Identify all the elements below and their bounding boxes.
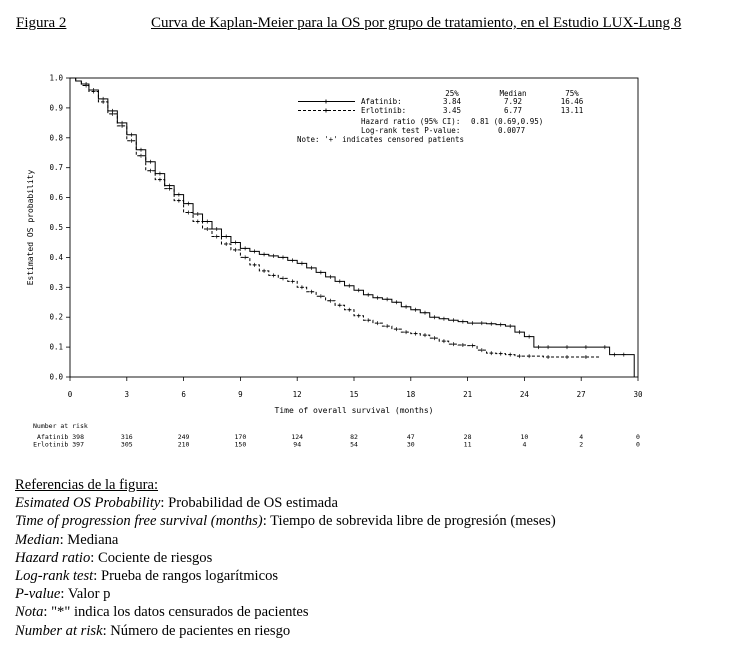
censor-mark-afatinib	[442, 317, 446, 321]
censor-note: Note: '+' indicates censored patients	[297, 135, 465, 144]
censor-mark-afatinib	[584, 345, 588, 349]
x-tick-label: 3	[124, 390, 130, 399]
censor-mark-afatinib	[234, 240, 238, 244]
censor-mark-erlotinib	[328, 299, 332, 303]
x-tick-label: 21	[463, 390, 473, 399]
censor-mark-afatinib	[451, 318, 455, 322]
reference-definition: : Tiempo de sobrevida libre de progresión (meses)	[262, 513, 556, 530]
censor-mark-erlotinib	[347, 308, 351, 312]
censor-mark-afatinib	[527, 335, 531, 339]
x-axis-label: Time of overall survival (months)	[274, 406, 434, 415]
series-line-afatinib	[70, 78, 634, 377]
risk-row-label: Erlotinib 397	[33, 440, 84, 449]
censor-mark-erlotinib	[470, 344, 474, 348]
censor-mark-erlotinib	[111, 112, 115, 116]
censor-mark-erlotinib	[489, 351, 493, 355]
risk-count: 30	[406, 440, 415, 449]
risk-count: 316	[120, 433, 133, 441]
censor-mark-afatinib	[186, 202, 190, 206]
x-tick-label: 24	[519, 390, 529, 399]
censor-mark-erlotinib	[518, 354, 522, 358]
y-tick-label: 0.4	[49, 252, 63, 262]
censor-mark-erlotinib	[167, 187, 171, 191]
censor-mark-afatinib	[262, 252, 266, 256]
y-tick-label: 0.2	[49, 312, 63, 322]
censor-mark-afatinib	[357, 288, 361, 292]
censor-mark-afatinib	[158, 172, 162, 176]
censor-mark-afatinib	[385, 297, 389, 301]
hazard-ratio-label: Hazard ratio (95% CI):	[361, 117, 461, 126]
risk-count: 170	[234, 433, 247, 441]
censor-mark-erlotinib	[120, 124, 124, 128]
censor-mark-afatinib	[328, 275, 332, 279]
legend-q25: 3.84	[442, 97, 462, 106]
risk-count: 54	[350, 440, 358, 449]
references-heading: Referencias de la figura:	[15, 477, 159, 493]
censor-mark-afatinib	[480, 321, 484, 325]
risk-count: 11	[463, 440, 472, 449]
censor-mark-erlotinib	[395, 327, 399, 331]
censor-mark-afatinib	[224, 234, 228, 238]
reference-definition: : Mediana	[59, 531, 119, 548]
risk-count: 305	[120, 440, 133, 449]
y-tick-label: 0.3	[49, 282, 63, 292]
censor-mark-afatinib	[205, 220, 209, 224]
censor-mark-erlotinib	[499, 352, 503, 356]
reference-item	[15, 585, 556, 603]
censor-mark-erlotinib	[376, 321, 380, 325]
x-tick-label: 18	[406, 390, 416, 399]
reference-term: Nota	[15, 604, 44, 621]
censor-mark-afatinib	[253, 249, 257, 253]
reference-item	[15, 531, 556, 549]
censor-mark-erlotinib	[196, 220, 200, 224]
legend-label: Erlotinib:	[361, 106, 407, 115]
y-tick-label: 0.7	[49, 163, 63, 173]
censor-mark-afatinib	[130, 133, 134, 137]
reference-item	[15, 549, 556, 567]
figure-label: Figura 2	[16, 15, 67, 31]
censor-mark-afatinib	[622, 353, 626, 357]
y-tick-label: 0.5	[49, 223, 63, 232]
censor-mark-afatinib	[319, 270, 323, 274]
censor-mark-afatinib	[518, 330, 522, 334]
censor-mark-erlotinib	[527, 354, 531, 358]
reference-definition: : Probabilidad de OS estimada	[160, 495, 338, 512]
censor-mark-afatinib	[272, 254, 276, 258]
risk-row-label: Afatinib 398	[37, 433, 84, 441]
figure-references	[15, 476, 556, 640]
x-tick-label: 27	[576, 390, 586, 399]
censor-mark-afatinib	[423, 311, 427, 315]
censor-mark-erlotinib	[215, 234, 219, 238]
censor-mark-afatinib	[432, 315, 436, 319]
figure-title: Curva de Kaplan-Meier para la OS por grupo de tratamiento, en el Estudio LUX-Lung 8	[151, 15, 682, 31]
series-group	[70, 78, 634, 377]
censor-mark-erlotinib	[385, 324, 389, 328]
legend-median: 6.77	[503, 106, 523, 115]
x-tick-label: 15	[349, 390, 359, 399]
legend-label: Afatinib:	[361, 97, 402, 106]
censor-mark-erlotinib	[584, 355, 588, 359]
legend-median: 7.92	[503, 97, 523, 106]
legend-censor-mark	[324, 109, 328, 113]
censor-mark-afatinib	[338, 279, 342, 283]
censor-mark-afatinib	[139, 148, 143, 152]
censor-mark-erlotinib	[262, 269, 266, 273]
censor-mark-erlotinib	[480, 348, 484, 352]
censor-mark-afatinib	[395, 300, 399, 304]
censor-mark-afatinib	[309, 266, 313, 270]
risk-count: 28	[463, 433, 472, 441]
logrank-label: Log-rank test P-value:	[361, 126, 461, 135]
censor-mark-erlotinib	[442, 339, 446, 343]
censor-mark-erlotinib	[234, 248, 238, 252]
censor-mark-afatinib	[215, 227, 219, 231]
logrank-value: 0.0077	[498, 126, 526, 135]
censor-mark-erlotinib	[139, 154, 143, 158]
censor-mark-afatinib	[196, 212, 200, 216]
reference-definition: : Valor p	[60, 586, 111, 603]
censor-mark-erlotinib	[546, 355, 550, 359]
censor-mark-afatinib	[300, 261, 304, 265]
censor-mark-afatinib	[281, 255, 285, 259]
reference-term: Number at risk	[15, 622, 103, 639]
censor-mark-afatinib	[508, 324, 512, 328]
reference-item	[15, 567, 556, 585]
legend-q75: 13.11	[560, 106, 584, 115]
censor-mark-afatinib	[612, 353, 616, 357]
reference-term: P-value	[15, 586, 61, 603]
censor-mark-afatinib	[537, 345, 541, 349]
censor-mark-afatinib	[177, 193, 181, 197]
censor-mark-erlotinib	[508, 353, 512, 357]
risk-count: 4	[579, 433, 584, 441]
censor-mark-afatinib	[603, 345, 607, 349]
reference-term: Hazard ratio	[15, 549, 91, 566]
risk-table-title: Number at risk	[33, 422, 88, 430]
references-list	[15, 494, 556, 640]
risk-count: 150	[234, 440, 247, 449]
censor-mark-erlotinib	[309, 290, 313, 294]
x-tick-label: 30	[633, 390, 643, 399]
censor-mark-afatinib	[290, 258, 294, 262]
censor-mark-erlotinib	[224, 242, 228, 246]
censor-mark-afatinib	[499, 323, 503, 327]
censor-mark-erlotinib	[177, 199, 181, 203]
censor-mark-erlotinib	[451, 342, 455, 346]
censor-mark-afatinib	[243, 246, 247, 250]
censor-mark-erlotinib	[366, 318, 370, 322]
risk-count: 82	[350, 433, 358, 441]
reference-term: Median	[15, 531, 60, 548]
reference-definition: : "*" indica los datos censurados de pacientes	[43, 604, 309, 621]
y-tick-label: 0.6	[49, 193, 63, 203]
censor-mark-erlotinib	[205, 227, 209, 231]
censor-mark-erlotinib	[253, 263, 257, 267]
legend-q75: 16.46	[560, 97, 584, 106]
risk-count: 2	[579, 440, 584, 449]
censor-mark-erlotinib	[338, 303, 342, 307]
censor-mark-afatinib	[404, 305, 408, 309]
legend-q25: 3.45	[442, 106, 462, 115]
censor-mark-afatinib	[546, 345, 550, 349]
legend-header-1: 25%	[445, 89, 459, 98]
risk-count: 10	[520, 433, 529, 441]
risk-count: 210	[177, 440, 190, 449]
y-tick-label: 0.1	[49, 342, 63, 352]
censor-mark-erlotinib	[432, 336, 436, 340]
censor-mark-afatinib	[565, 345, 569, 349]
x-tick-label: 12	[292, 390, 302, 399]
censor-mark-afatinib	[414, 308, 418, 312]
censor-mark-erlotinib	[565, 355, 569, 359]
censor-mark-afatinib	[461, 320, 465, 324]
risk-count: 0	[636, 440, 640, 449]
y-tick-label: 0.0	[49, 372, 63, 382]
censor-mark-erlotinib	[357, 314, 361, 318]
reference-definition: : Prueba de rangos logarítmicos	[93, 568, 279, 585]
reference-item	[15, 512, 556, 530]
censor-mark-afatinib	[470, 321, 474, 325]
censor-mark-erlotinib	[404, 330, 408, 334]
censor-mark-erlotinib	[319, 294, 323, 298]
censor-mark-afatinib	[376, 296, 380, 300]
censor-mark-erlotinib	[186, 211, 190, 215]
risk-count: 47	[406, 433, 415, 441]
censor-mark-erlotinib	[423, 333, 427, 337]
y-tick-label: 1.0	[49, 73, 63, 83]
reference-term: Time of progression free survival (months)	[15, 513, 263, 530]
y-tick-label: 0.8	[49, 133, 63, 143]
hazard-ratio-value: 0.81 (0.69,0.95)	[471, 117, 544, 126]
censor-mark-afatinib	[347, 284, 351, 288]
legend	[297, 89, 584, 144]
censor-mark-erlotinib	[281, 276, 285, 280]
reference-definition: : Cociente de riesgos	[90, 549, 213, 566]
censor-mark-afatinib	[366, 293, 370, 297]
censor-mark-afatinib	[489, 322, 493, 326]
y-tick-label: 0.9	[49, 103, 63, 113]
axes	[26, 74, 643, 416]
censor-mark-erlotinib	[290, 279, 294, 283]
reference-item	[15, 622, 556, 640]
reference-item	[15, 603, 556, 621]
risk-count: 124	[291, 433, 304, 441]
reference-item	[15, 494, 556, 512]
x-tick-label: 0	[67, 390, 73, 399]
legend-censor-mark	[324, 100, 328, 104]
risk-count: 249	[177, 433, 190, 441]
censor-mark-erlotinib	[130, 139, 134, 143]
censor-mark-erlotinib	[101, 100, 105, 104]
risk-count: 94	[293, 440, 302, 449]
x-tick-label: 9	[238, 390, 243, 399]
censor-mark-afatinib	[148, 160, 152, 164]
y-axis-label: Estimated OS probability	[26, 169, 35, 286]
risk-count: 0	[636, 433, 640, 441]
legend-header-2: Median	[499, 89, 527, 98]
x-tick-label: 6	[181, 390, 186, 399]
reference-term: Esimated OS Probability	[15, 495, 161, 512]
censor-mark-erlotinib	[148, 169, 152, 173]
plot-frame	[70, 78, 638, 377]
risk-table	[33, 422, 640, 449]
censor-mark-erlotinib	[300, 285, 304, 289]
censor-mark-erlotinib	[272, 273, 276, 277]
reference-term: Log-rank test	[15, 568, 94, 585]
censor-mark-erlotinib	[414, 332, 418, 336]
censor-mark-erlotinib	[158, 178, 162, 182]
censor-mark-erlotinib	[243, 255, 247, 259]
reference-definition: : Número de pacientes en riesgo	[102, 622, 291, 639]
censor-mark-erlotinib	[461, 343, 465, 347]
risk-count: 4	[522, 440, 527, 449]
legend-header-3: 75%	[565, 89, 579, 98]
